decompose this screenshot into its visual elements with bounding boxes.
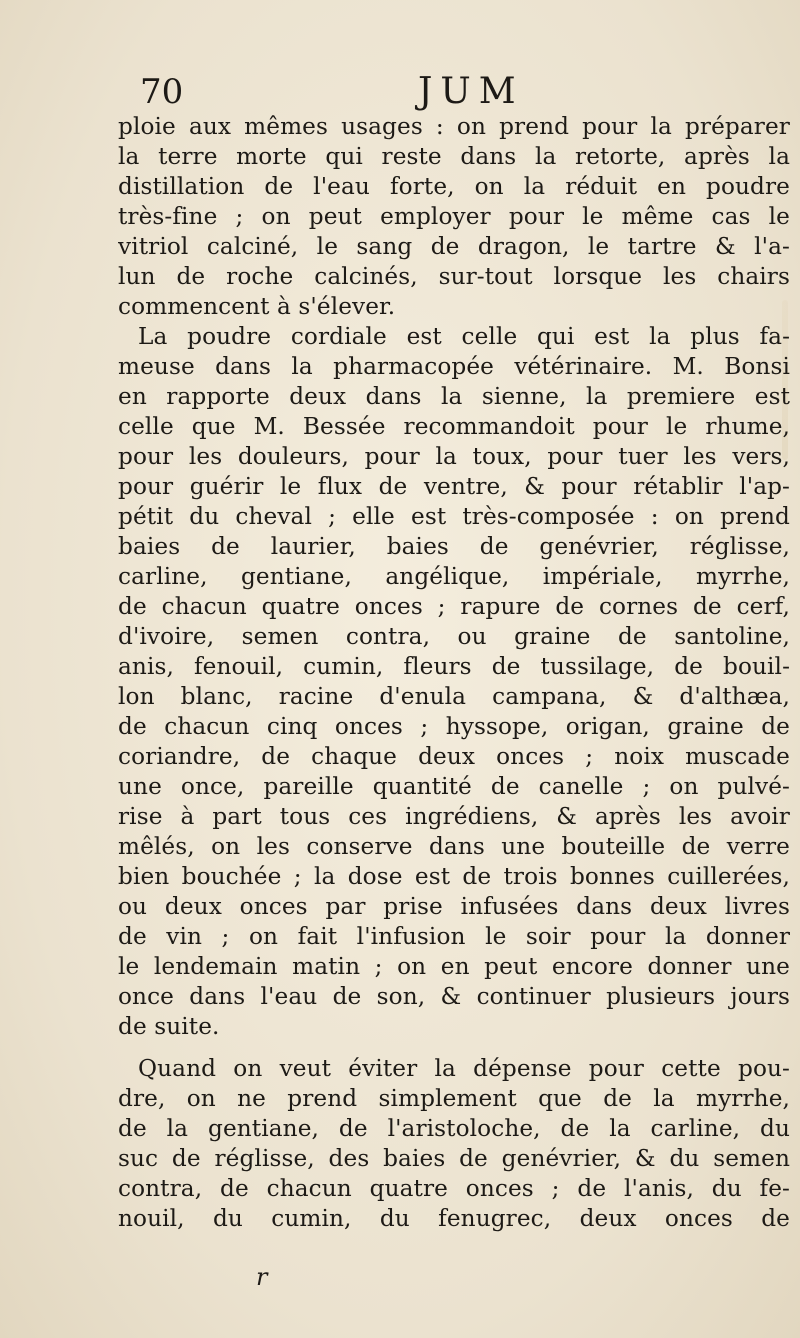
text-line: une once, pareille quantité de canelle ; on pulvé-	[118, 773, 790, 800]
text-line: once dans l'eau de son, & continuer plusieurs jours	[118, 983, 790, 1010]
text-line: mêlés, on les conserve dans une bouteille de verre	[118, 833, 790, 860]
paragraph-gap	[118, 1042, 790, 1054]
text-line: ou deux onces par prise infusées dans deux livres	[118, 893, 790, 920]
text-line: Quand on veut éviter la dépense pour cette pou-	[138, 1055, 790, 1082]
text-line: lun de roche calcinés, sur-tout lorsque les chairs	[118, 263, 790, 290]
paragraph	[118, 112, 790, 322]
text-line: en rapporte deux dans la sienne, la premiere est	[118, 383, 790, 410]
text-line: la terre morte qui reste dans la retorte, après la	[118, 143, 790, 170]
running-head: JUM	[418, 71, 524, 112]
text-line: de suite.	[118, 1013, 220, 1040]
text-line: coriandre, de chaque deux onces ; noix muscade	[118, 743, 790, 770]
text-line: très-fine ; on peut employer pour le même cas le	[118, 203, 790, 230]
page-number: 70	[140, 72, 184, 112]
text-line: La poudre cordiale est celle qui est la plus fa-	[138, 323, 790, 350]
text-line: pour les douleurs, pour la toux, pour tuer les vers,	[118, 443, 790, 470]
text-line: nouil, du cumin, du fenugrec, deux onces de	[118, 1205, 790, 1232]
text-line: commencent à s'élever.	[118, 293, 396, 320]
text-line: le lendemain matin ; on en peut encore donner une	[118, 953, 790, 980]
text-line: bien bouchée ; la dose est de trois bonnes cuillerées,	[118, 863, 790, 890]
text-line: de vin ; on fait l'infusion le soir pour la donner	[118, 923, 790, 950]
body-text	[118, 112, 790, 1234]
text-line: dre, on ne prend simplement que de la myrrhe,	[118, 1085, 790, 1112]
text-line: meuse dans la pharmacopée vétérinaire. M. Bonsi	[118, 353, 790, 380]
text-line: de la gentiane, de l'aristoloche, de la carline, du	[118, 1115, 790, 1142]
text-line: suc de réglisse, des baies de genévrier, & du semen	[118, 1145, 790, 1172]
paragraph	[118, 1054, 790, 1234]
catchword: r	[256, 1263, 268, 1291]
text-line: pétit du cheval ; elle est très-composée : on prend	[118, 503, 790, 530]
text-line: lon blanc, racine d'enula campana, & d'althæa,	[118, 683, 790, 710]
text-line: vitriol calciné, le sang de dragon, le tartre & l'a-	[118, 233, 790, 260]
text-line: contra, de chacun quatre onces ; de l'anis, du fe-	[118, 1175, 790, 1202]
text-line: de chacun quatre onces ; rapure de cornes de cerf,	[118, 593, 790, 620]
text-line: ploie aux mêmes usages : on prend pour la préparer	[118, 113, 790, 140]
text-line: de chacun cinq onces ; hyssope, origan, graine de	[118, 713, 790, 740]
text-line: baies de laurier, baies de genévrier, réglisse,	[118, 533, 790, 560]
text-line: anis, fenouil, cumin, fleurs de tussilage, de bouil-	[118, 653, 790, 680]
page-header	[140, 72, 780, 112]
paragraph	[118, 322, 790, 1042]
text-line: d'ivoire, semen contra, ou graine de santoline,	[118, 623, 790, 650]
text-line: celle que M. Bessée recommandoit pour le rhume,	[118, 413, 790, 440]
text-line: pour guérir le flux de ventre, & pour rétablir l'ap-	[118, 473, 790, 500]
text-line: distillation de l'eau forte, on la réduit en poudre	[118, 173, 790, 200]
text-line: carline, gentiane, angélique, impériale, myrrhe,	[118, 563, 790, 590]
text-line: rise à part tous ces ingrédiens, & après les avoir	[118, 803, 790, 830]
